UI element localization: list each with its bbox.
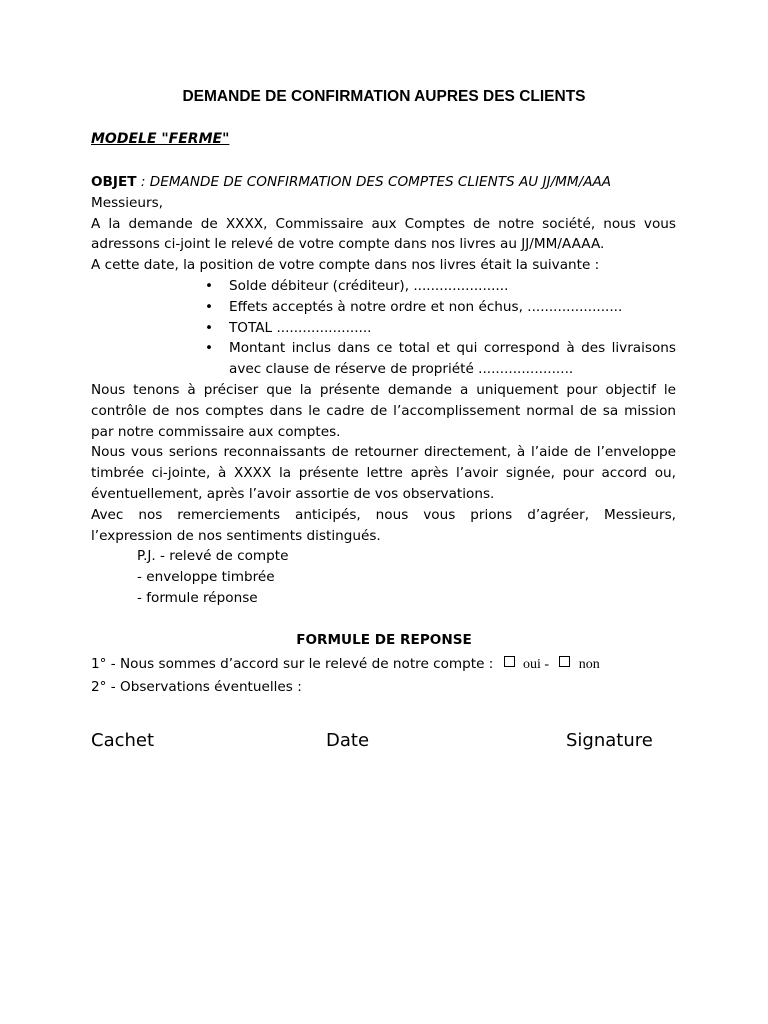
formule-title: FORMULE DE REPONSE	[296, 632, 472, 648]
non-label: non	[578, 657, 600, 672]
cachet-label: Cachet	[91, 730, 155, 751]
paragraph-objective: Nous tenons à préciser que la présente demande a uniquement pour objectif le contrôle de nos comptes dans le cadre de l’accomplissement normal de sa mission par notre commissaire aux comptes.	[91, 381, 676, 440]
balance-list	[91, 276, 676, 380]
paragraph-closing: Avec nos remerciements anticipés, nous vous prions d’agréer, Messieurs, l’expression de nos sentiments distingués.	[91, 506, 676, 544]
salutation: Messieurs,	[91, 194, 164, 211]
paragraph-position: A cette date, la position de votre compte dans nos livres était la suivante :	[91, 257, 600, 274]
attachment-item: - enveloppe timbrée	[137, 569, 275, 586]
signature-label: Signature	[566, 730, 653, 751]
document-title: DEMANDE DE CONFIRMATION AUPRES DES CLIENTS	[182, 88, 586, 105]
oui-label: oui -	[523, 657, 550, 672]
attachment-item: P.J. - relevé de compte	[137, 548, 289, 565]
attachment-item: - formule réponse	[137, 589, 258, 606]
letter-body	[91, 172, 676, 609]
paragraph-request: A la demande de XXXX, Commissaire aux Comptes de notre société, nous vous adressons ci-joint le relevé de votre compte dans nos livres au JJ/MM/AAAA.	[91, 215, 676, 253]
agreement-line	[91, 653, 600, 676]
response-form	[91, 653, 600, 698]
agreement-text: 1° - Nous sommes d’accord sur le relevé de notre compte :	[91, 656, 494, 672]
oui-checkbox[interactable]	[504, 656, 515, 667]
model-label: MODELE "FERME"	[91, 131, 230, 147]
list-item: • Montant inclus dans ce total et qui correspond à des livraisons avec clause de réserve de propriété ......................	[229, 338, 676, 380]
observations-line: 2° - Observations éventuelles :	[91, 679, 302, 695]
non-checkbox[interactable]	[559, 656, 570, 667]
objet-text: : DEMANDE DE CONFIRMATION DES COMPTES CLIENTS AU JJ/MM/AAA	[136, 174, 612, 190]
list-item: • Effets acceptés à notre ordre et non échus, ......................	[229, 297, 676, 318]
paragraph-return: Nous vous serions reconnaissants de retourner directement, à l’aide de l’enveloppe timbrée ci-jointe, à XXXX la présente lettre après l’avoir signée, pour accord ou, éventuellement, après l’avoir assortie de vos observations.	[91, 444, 676, 502]
list-item: • Solde débiteur (créditeur), ......................	[229, 276, 676, 297]
list-item: • TOTAL ......................	[229, 318, 676, 339]
objet-label: OBJET	[91, 174, 137, 190]
objet-line	[91, 172, 676, 193]
date-label: Date	[326, 730, 370, 751]
